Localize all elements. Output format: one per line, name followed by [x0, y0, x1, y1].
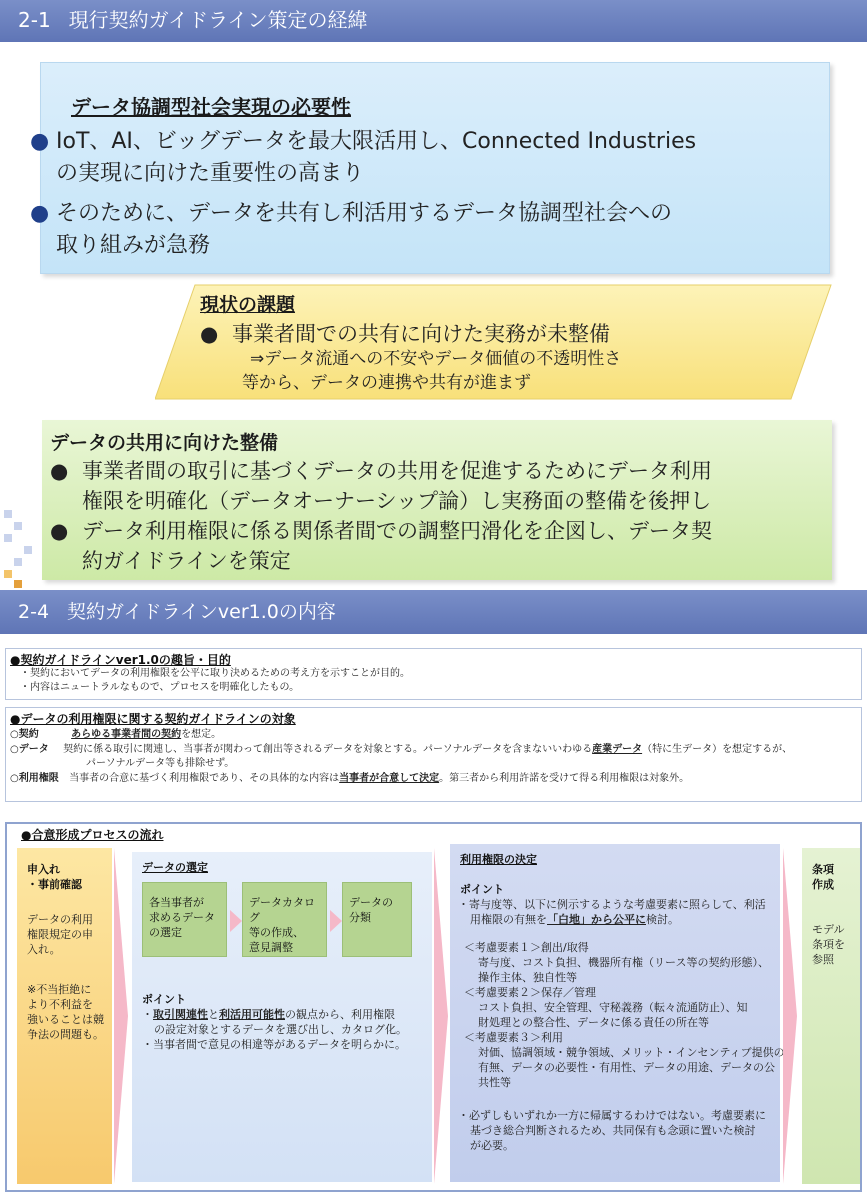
apply-note-4: 争法の問題も。 [27, 1028, 104, 1041]
decide-element-2: 寄与度、コスト負担、機器所有権（リース等の契約形態）、 [478, 956, 769, 969]
issue-sub-line-1: ⇒データ流通への不安やデータ価値の不透明性さ [250, 349, 622, 369]
apply-text-1: データの利用 [27, 913, 93, 926]
scope-right-line [10, 772, 689, 786]
select-box-3-line-1: データの [349, 896, 393, 909]
scope-contract-bold: あらゆる事業者間の契約 [71, 729, 182, 740]
apply-title-1: 申入れ [27, 863, 60, 876]
scope-right-text-2: 。第三者から利用許諾を受けて得る利用権限は対象外。 [439, 773, 690, 784]
select-box-3 [342, 882, 412, 957]
issue-title: 現状の課題 [200, 294, 296, 316]
terms-title-2: 作成 [812, 878, 834, 891]
purpose-line-1: ・契約においてデータの利用権限を公平に取り決めるための考え方を示すことが目的。 [20, 668, 410, 679]
slide-1-number: 2-1 [18, 8, 51, 32]
select-point-1: ・取引関連性と利活用可能性の観点から、利用権限 [142, 1008, 395, 1021]
bullet-dot-icon: ● [30, 201, 50, 226]
necessity-bullet-1-line-2: の実現に向けた重要性の高まり [56, 161, 365, 186]
bullet-dot-icon: ● [30, 129, 50, 154]
flow-arrow-2 [434, 848, 448, 1184]
decide-note-1: ・必ずしもいずれか一方に帰属するわけではない。考慮要素に [458, 1109, 766, 1122]
decide-title: 利用権限の決定 [460, 853, 537, 866]
necessity-title: データ協調型社会実現の必要性 [71, 95, 351, 119]
scope-right-text-1: 当事者の合意に基づく利用権限であり、その具体的な内容は [69, 773, 340, 784]
select-arrow-1 [230, 910, 242, 932]
select-point-2: ・当事者間で意見の相違等があるデータを明らかに。 [142, 1038, 406, 1051]
maintenance-bullet-2-line-1: データ利用権限に係る関係者間での調整円滑化を企図し、データ契 [82, 519, 712, 543]
select-box-2-line-1: データカタログ [249, 896, 315, 924]
scope-data-text-1: 契約に係る取引に関連し、当事者が関わって創出等されるデータを対象とする。パーソナルデータを含まないいわゆる [63, 744, 593, 755]
decide-element-7: ＜考慮要素３＞利用 [464, 1031, 563, 1044]
select-point-mid: と [208, 1008, 219, 1021]
terms-text-1: モデル [812, 923, 845, 936]
select-box-2 [242, 882, 327, 957]
slide-1-header [0, 0, 867, 42]
maintenance-bullet-1-line-1: 事業者間の取引に基づくデータの共用を促進するためにデータ利用 [82, 459, 712, 483]
scope-data-text-3: パーソナルデータ等も排除せず。 [86, 758, 235, 769]
select-point-bold-2: 利活用可能性 [219, 1008, 285, 1021]
select-box-2-line-3: 意見調整 [249, 941, 293, 954]
select-point-1-line-2: の設定対象とするデータを選び出し、カタログ化。 [154, 1023, 407, 1036]
select-box-2-line-2: 等の作成、 [249, 926, 304, 939]
select-point-rest: の観点から、利用権限 [285, 1008, 395, 1021]
purpose-title: ●契約ガイドラインver1.0の趣旨・目的 [10, 653, 231, 667]
flow-arrow-1 [114, 848, 128, 1184]
maintenance-bullet-2-line-2: 約ガイドラインを策定 [82, 549, 291, 573]
decide-intro-end: 検討。 [646, 913, 679, 926]
apply-note-1: ※不当拒絶に [27, 983, 92, 996]
necessity-bullet-1-line-1: IoT、AI、ビッグデータを最大限活用し、Connected Industries [56, 129, 697, 154]
slide-1 [0, 0, 867, 590]
maintenance-bullet-1 [50, 456, 820, 516]
necessity-bullet-2-line-1: そのために、データを共有し利活用するデータ協調型社会への [56, 201, 673, 226]
decide-element-4: ＜考慮要素２＞保存／管理 [464, 986, 596, 999]
apply-title-2: ・事前確認 [27, 878, 82, 891]
select-title: データの選定 [142, 861, 208, 874]
process-flow-title: ●合意形成プロセスの流れ [21, 828, 164, 842]
scope-data-line [10, 743, 792, 757]
select-box-1-line-3: の選定 [149, 926, 182, 939]
decide-element-6: 財処理との整合性、データに係る責任の所在等 [478, 1016, 709, 1029]
scope-section [5, 707, 862, 802]
decide-note-2: 基づき総合判断されるため、共同保有も念頭に置いた検討 [470, 1124, 756, 1137]
slide-2 [0, 590, 867, 1200]
decide-note-3: が必要。 [470, 1139, 514, 1152]
apply-note-2: より不利益を [27, 998, 93, 1011]
decide-element-5: コスト負担、安全管理、守秘義務（転々流通防止）、知 [478, 1001, 748, 1014]
necessity-bullet-1 [30, 126, 790, 190]
select-point-title: ポイント [142, 993, 186, 1006]
select-panel [132, 852, 432, 1182]
purpose-line-2: ・内容はニュートラルなもので、プロセスを明確化したもの。 [20, 682, 300, 693]
decide-intro-2-text: 用権限の有無を [470, 913, 547, 926]
slide-2-number: 2-4 [18, 601, 50, 623]
issue-bullet [200, 318, 740, 350]
scope-right-bold: 当事者が合意して決定 [339, 773, 440, 784]
maintenance-bullet-1-line-2: 権限を明確化（データオーナーシップ論）し実務面の整備を後押し [82, 489, 712, 513]
bullet-dot-icon: ● [200, 322, 219, 346]
scope-data-bold: 産業データ [592, 744, 643, 755]
apply-text-2: 権限規定の申 [27, 928, 93, 941]
necessity-bullet-2-line-2: 取り組みが急務 [56, 233, 211, 258]
select-arrow-2 [330, 910, 342, 932]
slide-2-title: 契約ガイドラインver1.0の内容 [67, 601, 336, 623]
decide-panel [450, 844, 785, 1182]
terms-text-3: 参照 [812, 953, 834, 966]
decide-intro-bold: 「白地」から公平に [547, 913, 646, 926]
flow-arrow-3 [783, 848, 797, 1184]
select-box-1-line-1: 各当事者が [149, 896, 204, 909]
decorative-squares [0, 500, 40, 590]
necessity-bullet-2 [30, 198, 790, 262]
apply-text-3: 入れ。 [27, 943, 61, 956]
decide-point-title: ポイント [460, 883, 504, 896]
decide-intro-1: ・寄与度等、以下に例示するような考慮要素に照らして、利活 [458, 898, 766, 911]
terms-text-2: 条項を [812, 938, 845, 951]
apply-note-3: 強いることは競 [27, 1013, 104, 1026]
select-box-3-line-2: 分類 [349, 911, 371, 924]
terms-panel [802, 848, 860, 1184]
decide-element-9: 有無、データの必要性・有用性、データの用途、データの公 [478, 1061, 775, 1074]
scope-right-label: ○利用権限 [10, 773, 59, 784]
bullet-dot-icon: ● [50, 459, 69, 483]
decide-element-1: ＜考慮要素１＞創出/取得 [464, 941, 589, 954]
maintenance-bullet-2 [50, 516, 820, 576]
scope-contract-line [10, 728, 221, 742]
bullet-dot-icon: ● [50, 519, 69, 543]
select-point-bold-1: 取引関連性 [153, 1008, 208, 1021]
terms-title-1: 条項 [812, 863, 834, 876]
decide-element-10: 共性等 [478, 1076, 511, 1089]
decide-element-8: 対価、協調領域・競争領域、メリット・インセンティブ提供の [478, 1046, 785, 1059]
scope-contract-label: ○契約 [10, 729, 39, 740]
scope-data-text-2: （特に生データ）を想定するが、 [642, 744, 793, 755]
issue-bullet-text: 事業者間での共有に向けた実務が未整備 [232, 322, 610, 346]
maintenance-box [42, 420, 832, 580]
decide-element-3: 操作主体、独自性等 [478, 971, 577, 984]
issue-sub-line-2: 等から、データの連携や共有が進まず [242, 373, 531, 393]
apply-panel [17, 848, 112, 1184]
scope-contract-rest: を想定。 [181, 729, 222, 740]
process-flow-section [5, 822, 862, 1192]
slide-2-header [0, 590, 867, 634]
decide-intro-2 [470, 912, 679, 927]
select-box-1-line-2: 求めるデータ [149, 911, 215, 924]
issue-box [155, 283, 835, 401]
select-box-1 [142, 882, 227, 957]
scope-data-label: ○データ [10, 744, 49, 755]
maintenance-title: データの共用に向けた整備 [50, 432, 279, 454]
purpose-section [5, 648, 862, 700]
scope-title: ●データの利用権限に関する契約ガイドラインの対象 [10, 712, 296, 726]
slide-1-title: 現行契約ガイドライン策定の経緯 [68, 8, 368, 32]
